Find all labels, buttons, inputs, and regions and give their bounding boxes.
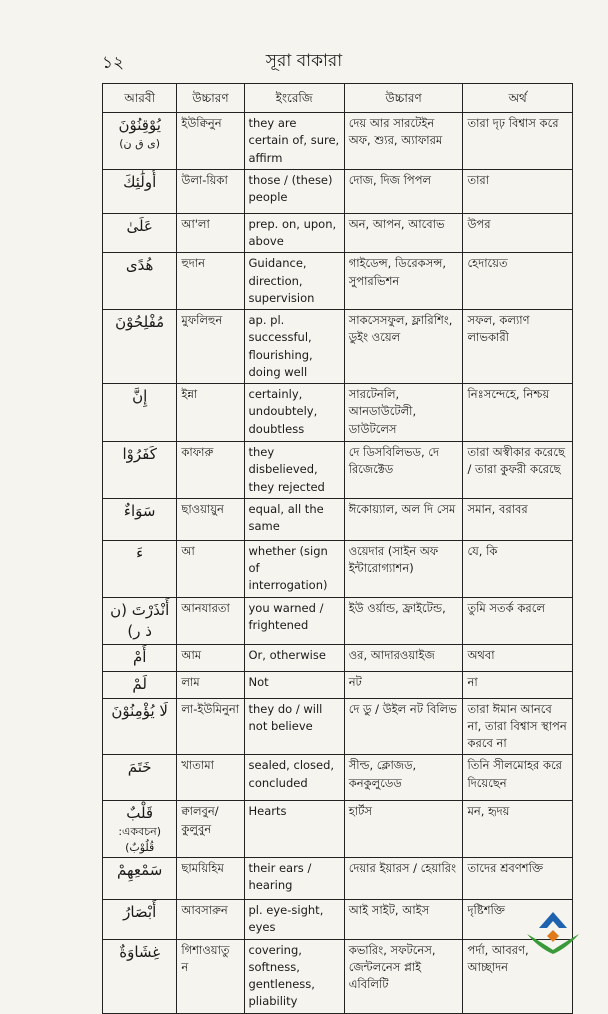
arabic-word: أَنْذَرْتَ (ن ذ ر) <box>110 600 170 640</box>
cell-english-pronunciation: দোজ, দিজ পিপল <box>344 169 463 213</box>
cell-bengali-pronunciation: হুদান <box>177 253 244 310</box>
cell-meaning: যে, কি <box>463 540 573 597</box>
cell-bengali-pronunciation: ইউক্বিনুন <box>177 113 244 170</box>
cell-english-pronunciation: কভারিং, সফটনেস, জেন্টলনেস প্লাই এবিলিটি <box>344 939 463 1013</box>
table-row <box>103 900 573 940</box>
arabic-word: كَفَرُوْا <box>122 445 157 463</box>
cell-english: they are certain of, sure, affirm <box>244 113 344 170</box>
cell-english: ap. pl. successful, flourishing, doing well <box>244 310 344 384</box>
cell-meaning: তারা <box>463 169 573 213</box>
arabic-word: أُولَٰئِكَ <box>123 172 157 191</box>
table-row <box>103 801 573 858</box>
arabic-word: يُوْقِنُوْنَ <box>118 116 161 134</box>
arabic-word: أَمْ <box>132 647 147 666</box>
cell-bengali-pronunciation: লা-ইউমিনুনা <box>177 698 244 755</box>
arabic-word: عَلَىٰ <box>126 216 153 235</box>
arabic-word: خَتَمَ <box>127 758 152 777</box>
cell-arabic <box>103 939 177 1013</box>
table-row <box>103 113 573 170</box>
cell-arabic <box>103 498 177 540</box>
cell-english: sealed, closed, concluded <box>244 755 344 801</box>
logo-roof-shape <box>539 912 567 928</box>
table-row <box>103 310 573 384</box>
table-row <box>103 644 573 671</box>
page-number: ১২ <box>102 53 125 73</box>
table-row <box>103 858 573 900</box>
arabic-word: هُدًى <box>125 256 154 275</box>
cell-bengali-pronunciation: আ <box>177 540 244 597</box>
cell-english-pronunciation: গাইডেন্স, ডিরেকসন্স, সুপারভিশন <box>344 253 463 310</box>
cell-english: covering, softness, gentleness, pliability <box>244 939 344 1013</box>
table-row <box>103 755 573 801</box>
cell-english-pronunciation: সারটেনলি, আনডাউটেলী, ডাউটলেস <box>344 384 463 442</box>
arabic-word: سَمْعِهِمْ <box>116 861 163 880</box>
arabic-word: لَا يُؤْمِنُوْنَ <box>111 701 168 720</box>
page-title: সূরা বাকারা <box>265 51 343 71</box>
cell-meaning: সমান, বরাবর <box>463 498 573 540</box>
cell-english: they do / will not believe <box>244 698 344 755</box>
cell-english-pronunciation: সাকসেসফুল, ফ্লারিশিং, ডুইং ওয়েল <box>344 310 463 384</box>
cell-arabic <box>103 113 177 170</box>
cell-arabic <box>103 801 177 858</box>
cell-bengali-pronunciation: আনযারতা <box>177 597 244 644</box>
column-header-meaning: অর্থ <box>463 84 573 113</box>
table-row <box>103 939 573 1013</box>
cell-english-pronunciation: হার্টস <box>344 801 463 858</box>
arabic-word: إِنَّ <box>132 387 148 405</box>
cell-bengali-pronunciation: উলা-য়িকা <box>177 169 244 213</box>
column-header-english-pronunciation: উচ্চারণ <box>344 84 463 113</box>
table-row <box>103 384 573 442</box>
cell-arabic <box>103 671 177 698</box>
cell-meaning: সফল, কল্যাণ লাভকারী <box>463 310 573 384</box>
cell-arabic <box>103 310 177 384</box>
cell-bengali-pronunciation: মুফলিহুন <box>177 310 244 384</box>
cell-english-pronunciation: ওর, আদারওয়াইজ <box>344 644 463 671</box>
arabic-word: أَبْصَارُ <box>123 903 157 922</box>
cell-english: certainly, undoubtely, doubtless <box>244 384 344 442</box>
table-row <box>103 213 573 253</box>
cell-meaning: অথবা <box>463 644 573 671</box>
cell-english-pronunciation: দে ডু / উইল নট বিলিভ <box>344 698 463 755</box>
cell-meaning: না <box>463 671 573 698</box>
table-row <box>103 698 573 755</box>
cell-bengali-pronunciation: কাফারু <box>177 442 244 499</box>
table-row <box>103 442 573 499</box>
cell-arabic <box>103 253 177 310</box>
cell-arabic <box>103 597 177 644</box>
cell-bengali-pronunciation: ক্বালবুন/ কুলুবুন <box>177 801 244 858</box>
cell-arabic <box>103 900 177 940</box>
cell-english-pronunciation: ইউ ওর্য়ান্ড, ফ্রাইটেন্ড, <box>344 597 463 644</box>
cell-arabic <box>103 540 177 597</box>
cell-english-pronunciation: সীল্ড, ক্লোজড, কনকুলুডেড <box>344 755 463 801</box>
table-row <box>103 498 573 540</box>
cell-meaning: তারা ঈমান আনবে না, তারা বিশ্বাস স্থাপন করবে না <box>463 698 573 755</box>
cell-meaning: তারা অস্বীকার করেছে / তারা কুফরী করেছে <box>463 442 573 499</box>
cell-english-pronunciation: দেয়ার ইয়ারস / হেয়ারিং <box>344 858 463 900</box>
cell-meaning: উপর <box>463 213 573 253</box>
cell-english: equal, all the same <box>244 498 344 540</box>
logo-diamond-shape <box>547 930 559 942</box>
table-row <box>103 169 573 213</box>
arabic-word: سَوَاءٌ <box>123 501 156 520</box>
cell-bengali-pronunciation: ইন্না <box>177 384 244 442</box>
cell-bengali-pronunciation: আ'লা <box>177 213 244 253</box>
cell-bengali-pronunciation: গিশাওয়াতু ন <box>177 939 244 1013</box>
cell-meaning: নিঃসন্দেহে, নিশ্চয় <box>463 384 573 442</box>
column-header-english: ইংরেজি <box>244 84 344 113</box>
cell-english: Hearts <box>244 801 344 858</box>
cell-english: Guidance, direction, supervision <box>244 253 344 310</box>
cell-bengali-pronunciation: ছাওয়ায়ুন <box>177 498 244 540</box>
cell-arabic <box>103 442 177 499</box>
cell-english-pronunciation: নট <box>344 671 463 698</box>
vocabulary-table <box>102 83 573 1014</box>
cell-meaning: তারা দৃঢ় বিশ্বাস করে <box>463 113 573 170</box>
cell-english: Or, otherwise <box>244 644 344 671</box>
cell-meaning: তুমি সতর্ক করলে <box>463 597 573 644</box>
arabic-word: غِشَاوَةٌ <box>119 942 161 961</box>
table-row <box>103 253 573 310</box>
cell-bengali-pronunciation: আম <box>177 644 244 671</box>
cell-arabic <box>103 384 177 442</box>
cell-arabic <box>103 644 177 671</box>
cell-english-pronunciation: আই সাইট, আইস <box>344 900 463 940</box>
table-row <box>103 671 573 698</box>
cell-english: they disbelieved, they rejected <box>244 442 344 499</box>
table-body <box>103 113 573 1014</box>
cell-english-pronunciation: ঈকোয়্যাল, অল দি সেম <box>344 498 463 540</box>
cell-bengali-pronunciation: খাতামা <box>177 755 244 801</box>
table-row <box>103 540 573 597</box>
table-row <box>103 597 573 644</box>
cell-arabic <box>103 858 177 900</box>
arabic-root-note: (একবচন: قُلُوْبٌ) <box>118 825 162 854</box>
cell-english-pronunciation: অন, আপন, আবোভ <box>344 213 463 253</box>
cell-bengali-pronunciation: আবসারুন <box>177 900 244 940</box>
cell-meaning: হেদায়েত <box>463 253 573 310</box>
cell-english: whether (sign of interrogation) <box>244 540 344 597</box>
arabic-root-note: (ى ق ن) <box>119 137 161 150</box>
cell-bengali-pronunciation: ছাময়িহিম <box>177 858 244 900</box>
cell-english: Not <box>244 671 344 698</box>
arabic-word: لَمْ <box>132 674 147 693</box>
cell-meaning: মন, হৃদয় <box>463 801 573 858</box>
cell-meaning: তাদের শ্রবণশক্তি <box>463 858 573 900</box>
cell-bengali-pronunciation: লাম <box>177 671 244 698</box>
cell-english: prep. on, upon, above <box>244 213 344 253</box>
cell-arabic <box>103 169 177 213</box>
arabic-word: مُفْلِحُوْنَ <box>115 313 165 331</box>
cell-english: their ears / hearing <box>244 858 344 900</box>
cell-arabic <box>103 698 177 755</box>
cell-meaning: তিনি সীলমোহর করে দিয়েছেন <box>463 755 573 801</box>
cell-english: those / (these) people <box>244 169 344 213</box>
column-header-pronunciation: উচ্চারণ <box>177 84 244 113</box>
cell-english-pronunciation: ওয়েদার (সাইন অফ ইন্টারোগ্যাশন) <box>344 540 463 597</box>
cell-meaning: পর্দা, আবরণ, আচ্ছাদন <box>463 939 573 1013</box>
arabic-word: ءَ <box>136 543 144 562</box>
cell-english: pl. eye-sight, eyes <box>244 900 344 940</box>
column-header-arabic: আরবী <box>103 84 177 113</box>
cell-arabic <box>103 213 177 253</box>
cell-arabic <box>103 755 177 801</box>
book-leaf-logo-icon <box>523 908 583 956</box>
cell-english: you warned / frightened <box>244 597 344 644</box>
cell-english-pronunciation: দে ডিসবিলিভড, দে রিজেক্টেড <box>344 442 463 499</box>
cell-meaning: দৃষ্টিশক্তি <box>463 900 573 940</box>
table-header-row <box>103 84 573 113</box>
cell-english-pronunciation: দেয় আর সারটেইন অফ, শ্যুর, অ্যাফারম <box>344 113 463 170</box>
arabic-word: قَلْبٌ <box>126 804 154 823</box>
